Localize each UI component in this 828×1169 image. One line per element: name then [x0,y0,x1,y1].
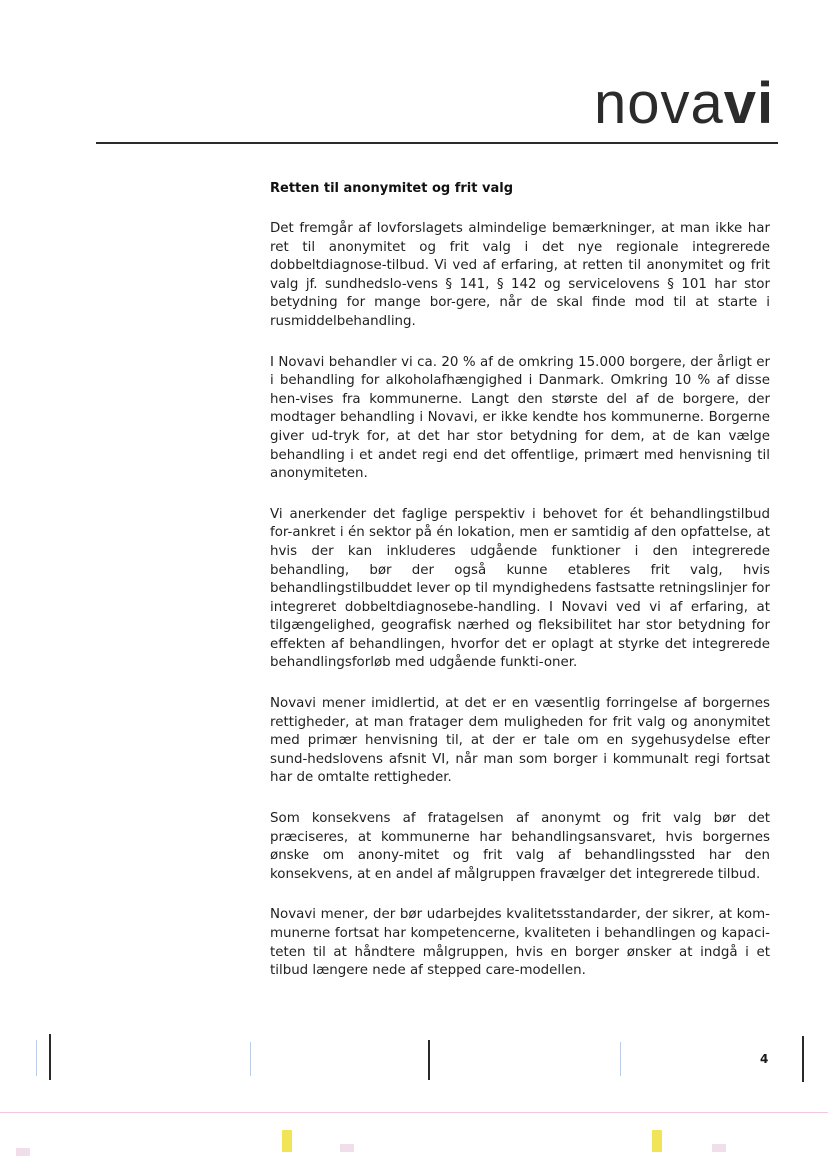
paragraph-novavi-treatment-share: I Novavi behandler vi ca. 20 % af de omkring 15.000 borgere, der årligt er i behandling for alkoholafhængighed i Danmark. Omkring 10 % af disse hen-vises fra kommunerne. Langt den største del af de borgere, der modtager behandling i Novavi, er ikke kendte hos kommunerne. Borgerne giver ud-tryk for, at det har stor betydning for dem, at de kan vælge behandling i et andet regi end det offentlige, primært med henvisning til anonymiteten. [270,354,770,482]
scan-artifact-line [802,1036,804,1082]
scan-artifact-rule [0,1112,828,1113]
logo-text-bold: vi [723,71,775,136]
scan-artifact-line [620,1042,621,1076]
scan-artifact-line [36,1040,37,1076]
document-body [270,180,770,1003]
paragraph-professional-perspective: Vi anerkender det faglige perspektiv i behovet for ét behandlingstilbud for-ankret i én sektor på én lokation, men er samtidig af den opfattelse, at hvis der kan inkluderes udgående funktioner i den integrerede behandling, bør der også kunne etableres frit valg, hvis behandlingstilbuddet lever op til myndighedens fastsatte retningslinjer for integreret dobbeltdiagnosebe-handling. I Novavi ved vi af erfaring, at tilgængelighed, geografisk nærhed og fleksibilitet har stor betydning for effekten af behandlingen, hvorfor det er oplagt at styrke det integrerede behandlingsforløb med udgående funkti-oner. [270,506,770,671]
scan-artifact-line [428,1040,430,1080]
paragraph-rights-reduction: Novavi mener imidlertid, at det er en væsentlig forringelse af borgernes rettigheder, at man fratager dem muligheden for frit valg og anonymitet med primær henvisning til, at der er tale om en sygehusydelse efter sund-hedslovens afsnit VI, når man som borger i kommunalt regi fortsat har de omtalte rettigheder. [270,696,770,786]
scan-artifact-smudge [340,1144,354,1152]
paragraph-anonymity-right: Det fremgår af lovforslagets almindelige bemærkninger, at man ikke har ret til anonymitet og frit valg i det nye regionale integrerede dobbeltdiagnose-tilbud. Vi ved af erfaring, at retten til anonymitet og frit valg jf. sundhedslo-vens § 141, § 142 og servicelovens § 101 har stor betydning for mange bor-gere, når de skal finde mod til at starte i rusmiddelbehandling. [270,221,770,329]
logo-text-light: nova [594,71,724,136]
scan-artifact-mark [652,1130,662,1152]
scan-artifact-line [250,1042,251,1076]
scan-artifact-smudge [16,1148,30,1156]
section-heading: Retten til anonymitet og frit valg [270,181,514,196]
page-number: 4 [760,1052,769,1066]
header-divider [96,142,778,144]
paragraph-municipal-responsibility: Som konsekvens af fratagelsen af anonymt og frit valg bør det præciseres, at kommunerne har behandlingsansvaret, hvis borgernes ønske om anony-mitet og frit valg af behandlingssted har den konsekvens, at en andel af målgruppen fravælger det integrerede tilbud. [270,811,770,882]
scan-artifact-mark [282,1130,292,1152]
scan-artifact-line [49,1034,51,1080]
paragraph-quality-standards: Novavi mener, der bør udarbejdes kvalitetsstandarder, der sikrer, at kom-munerne fortsat har kompetencerne, kvaliteten i behandlingen og kapaci-teten til at håndtere målgruppen, hvis en borger ønsker at indgå i et tilbud længere nede af stepped care-modellen. [270,907,770,979]
scan-artifact-smudge [712,1144,726,1152]
novavi-logo [594,71,784,136]
